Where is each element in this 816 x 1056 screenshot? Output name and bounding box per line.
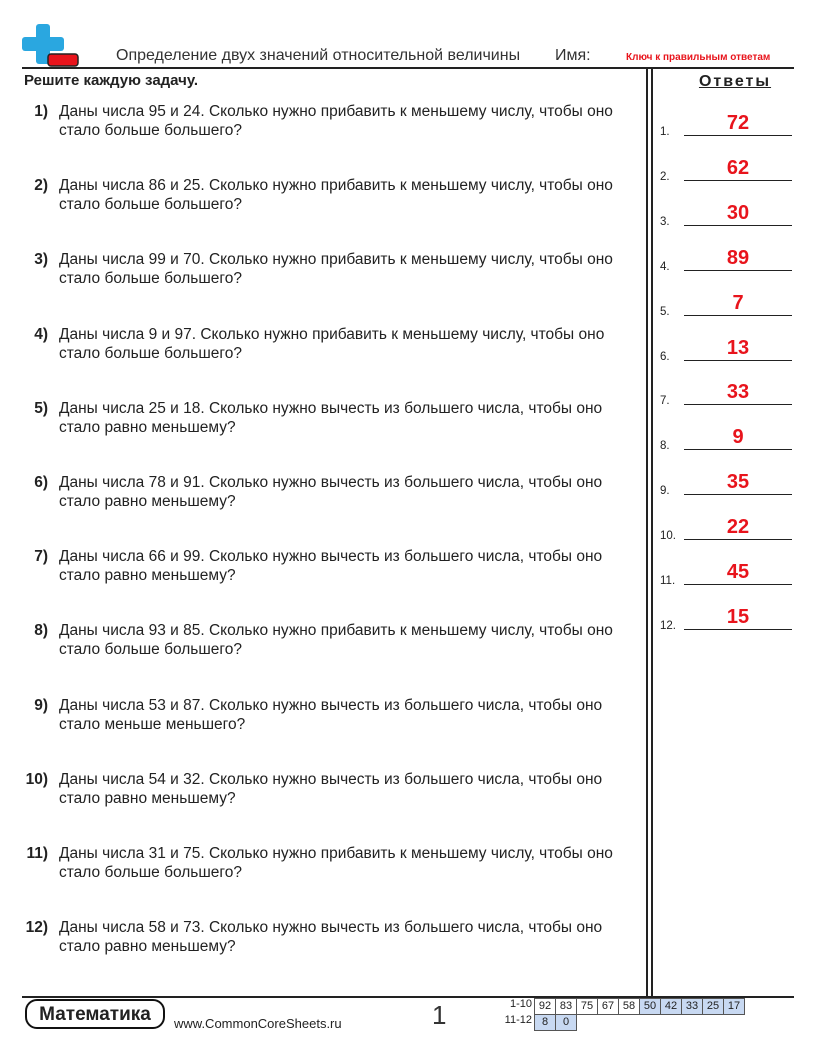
problem-text xyxy=(59,844,649,882)
answers-title: Ответы xyxy=(698,73,772,90)
problem-text xyxy=(59,473,649,511)
header-divider xyxy=(22,67,794,69)
answer-line xyxy=(684,225,792,226)
problem-number: 12) xyxy=(25,919,48,937)
problem-line: Даны числа 93 и 85. Сколько нужно прибавить к меньшему числу, чтобы оно xyxy=(59,622,613,640)
problem-line: Даны числа 99 и 70. Сколько нужно прибавить к меньшему числу, чтобы оно xyxy=(59,251,613,269)
problem-line: Даны числа 66 и 99. Сколько нужно вычесть из большего числа, чтобы оно xyxy=(59,548,603,566)
problem-line: стало меньше меньшего? xyxy=(59,715,246,733)
problem-line: стало больше большего? xyxy=(59,122,242,139)
problem-number: 4) xyxy=(34,325,48,343)
answer-line xyxy=(684,539,792,540)
problem-line: стало больше большего? xyxy=(59,641,242,659)
answer-row xyxy=(660,292,792,318)
answer-number: 12. xyxy=(660,619,676,632)
score-cell: 75 xyxy=(576,998,598,1015)
score-cell: 92 xyxy=(534,998,556,1015)
name-label: Имя: xyxy=(555,47,591,64)
answer-row xyxy=(660,202,792,228)
site-url[interactable]: www.CommonCoreSheets.ru xyxy=(174,1016,342,1031)
problem-line: стало равно меньшему? xyxy=(59,567,236,585)
answer-line xyxy=(684,180,792,181)
answer-line xyxy=(684,315,792,316)
score-cell: 17 xyxy=(723,998,745,1015)
worksheet-title: Определение двух значений относительной величины xyxy=(116,47,521,64)
problem-line: Даны числа 53 и 87. Сколько нужно вычесть из большего числа, чтобы оно xyxy=(59,696,603,714)
problem-line: стало больше большего? xyxy=(59,270,242,288)
plus-minus-logo-icon xyxy=(22,24,80,70)
score-cell: 42 xyxy=(660,998,682,1015)
problem-line: Даны числа 86 и 25. Сколько нужно прибавить к меньшему числу, чтобы оно xyxy=(59,177,613,195)
problem-number: 3) xyxy=(34,251,48,269)
answer-value: 9 xyxy=(732,426,744,449)
page-number: 1 xyxy=(432,1000,447,1030)
problem-line: стало равно меньшему? xyxy=(59,938,236,956)
score-row-label: 11-12 xyxy=(504,1014,532,1026)
problem-text xyxy=(59,770,649,808)
problem-text xyxy=(59,547,649,585)
answer-value: 89 xyxy=(726,246,750,269)
problem-line: Даны числа 95 и 24. Сколько нужно прибавить к меньшему числу, чтобы оно xyxy=(59,103,613,120)
problem-line: Даны числа 54 и 32. Сколько нужно вычесть из большего числа, чтобы оно xyxy=(59,770,603,788)
score-cell: 50 xyxy=(639,998,661,1015)
answer-line xyxy=(684,135,792,136)
answer-row xyxy=(660,516,792,542)
problem-number: 2) xyxy=(34,177,48,195)
answer-number: 1. xyxy=(660,126,670,138)
answer-number: 7. xyxy=(660,395,670,408)
problem-line: Даны числа 9 и 97. Сколько нужно прибавить к меньшему числу, чтобы оно xyxy=(59,325,605,343)
answer-value: 13 xyxy=(726,336,750,359)
answer-number: 6. xyxy=(660,350,670,363)
answer-row xyxy=(660,157,792,183)
problem-text xyxy=(59,399,649,437)
answer-number: 9. xyxy=(660,485,670,498)
problem-number: 1) xyxy=(34,103,48,120)
problem-text xyxy=(59,250,649,288)
problem-number: 9) xyxy=(34,696,48,714)
answer-value: 35 xyxy=(726,471,750,494)
answer-row xyxy=(660,426,792,452)
problem-line: Даны числа 25 и 18. Сколько нужно вычесть из большего числа, чтобы оно xyxy=(59,399,603,417)
problem-line: Даны числа 58 и 73. Сколько нужно вычесть из большего числа, чтобы оно xyxy=(59,919,603,937)
score-cell: 0 xyxy=(555,1014,577,1031)
answer-number: 4. xyxy=(660,260,670,273)
column-divider-right xyxy=(651,69,653,997)
problem-number: 10) xyxy=(25,770,48,788)
problem-line: Даны числа 31 и 75. Сколько нужно прибавить к меньшему числу, чтобы оно xyxy=(59,845,613,862)
score-cell: 67 xyxy=(597,998,619,1015)
answer-number: 2. xyxy=(660,170,670,183)
answer-row xyxy=(660,112,792,138)
problem-line: стало больше большего? xyxy=(59,864,242,881)
score-cell: 33 xyxy=(681,998,703,1015)
answer-row xyxy=(660,247,792,273)
answer-row xyxy=(660,381,792,407)
problem-line: стало равно меньшему? xyxy=(59,418,236,436)
answer-line xyxy=(684,494,792,495)
answer-row xyxy=(660,471,792,497)
problem-number: 5) xyxy=(34,399,48,417)
problem-number: 8) xyxy=(34,622,48,640)
problem-text xyxy=(59,325,649,363)
problem-line: стало равно меньшему? xyxy=(59,789,236,807)
answer-value: 62 xyxy=(726,156,750,179)
answer-value: 45 xyxy=(726,561,750,583)
problem-line: стало больше большего? xyxy=(59,196,242,214)
score-cell: 58 xyxy=(618,998,640,1015)
brand-badge: Математика xyxy=(25,999,165,1029)
answer-value: 33 xyxy=(726,381,750,404)
answer-value: 22 xyxy=(726,516,750,539)
answer-number: 8. xyxy=(660,440,670,453)
problem-line: стало больше большего? xyxy=(59,344,242,362)
problem-number: 11) xyxy=(26,845,48,862)
answer-row xyxy=(660,561,792,587)
problem-text xyxy=(59,696,649,734)
answer-number: 10. xyxy=(660,530,676,543)
score-cell: 25 xyxy=(702,998,724,1015)
score-cell: 83 xyxy=(555,998,577,1015)
answer-number: 3. xyxy=(660,215,670,228)
answer-line xyxy=(684,360,792,361)
problem-text xyxy=(59,918,649,956)
answer-value: 30 xyxy=(726,201,750,224)
answer-line xyxy=(684,270,792,271)
answer-line xyxy=(684,584,792,585)
answer-value: 72 xyxy=(726,112,750,134)
answer-line xyxy=(684,629,792,630)
problem-text xyxy=(59,176,649,214)
answer-value: 15 xyxy=(726,605,750,628)
instructions: Решите каждую задачу. xyxy=(24,72,199,89)
problem-number: 6) xyxy=(34,474,48,491)
problem-line: стало равно меньшему? xyxy=(59,493,236,510)
answer-number: 5. xyxy=(660,305,670,318)
answer-row xyxy=(660,337,792,363)
answer-line xyxy=(684,449,792,450)
score-cell: 8 xyxy=(534,1014,556,1031)
answer-line xyxy=(684,404,792,405)
answer-value: 7 xyxy=(732,291,744,314)
problem-line: Даны числа 78 и 91. Сколько нужно вычесть из большего числа, чтобы оно xyxy=(59,474,603,491)
problem-number: 7) xyxy=(34,548,48,566)
problem-text xyxy=(59,102,649,140)
score-row-label: 1-10 xyxy=(509,998,532,1010)
answer-number: 11. xyxy=(660,575,676,587)
answer-key-label: Ключ к правильным ответам xyxy=(626,52,771,63)
answer-row xyxy=(660,606,792,632)
problem-text xyxy=(59,621,649,659)
